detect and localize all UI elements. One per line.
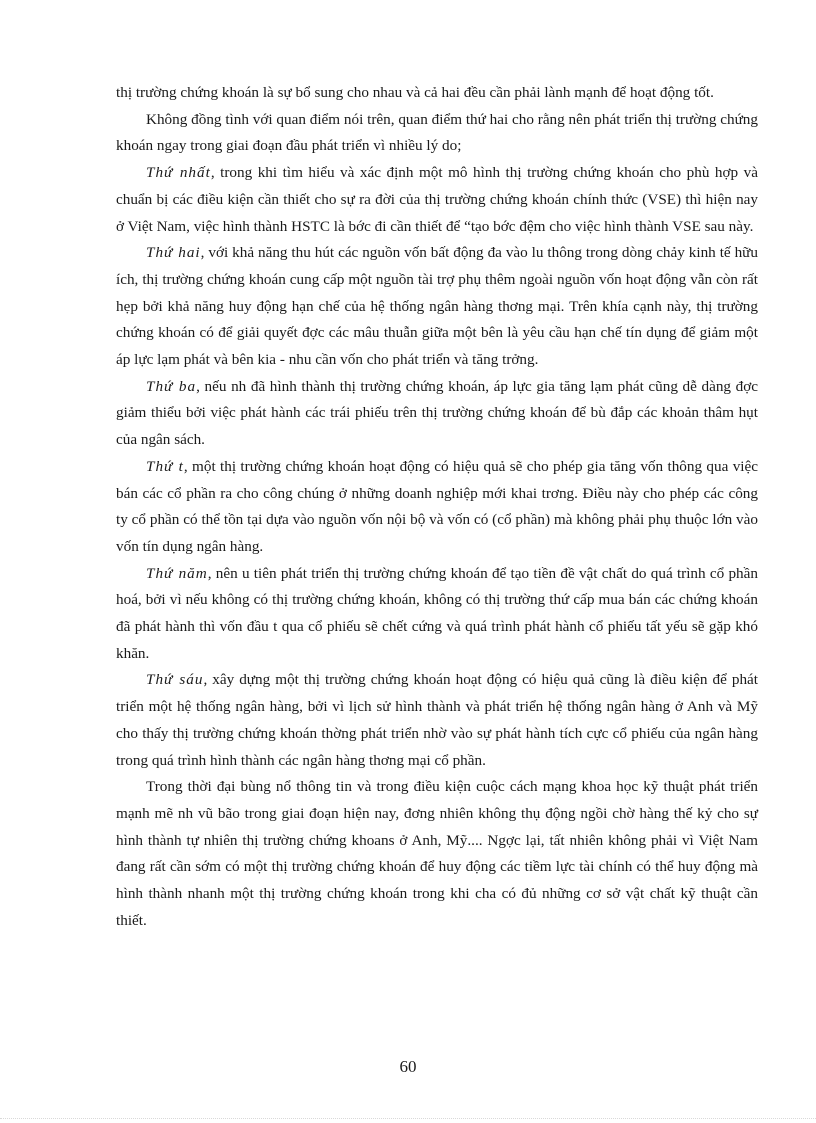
paragraph-continuation (116, 80, 758, 107)
paragraph-text: Trong thời đại bùng nổ thông tin và trong điều kiện cuộc cách mạng khoa học kỹ thuật phát triển mạnh mẽ nh vũ bão trong giai đoạn hiện nay, đơng nhiên không thụ động ngồi chờ hàng thế kỷ cho sự hình thành tự nhiên thị trường chứng khoans ở Anh, Mỹ.... Ngợc lại, tất nhiên không phải vì Việt Nam đang rất cần sớm có một thị trường chứng khoán để huy động các tiềm lực tài chính có thể huy động mà hình thành nhanh một thị trường chứng khoán trong khi cha có đủ những cơ sở vật chất kỹ thuật cần thiết. (116, 778, 758, 929)
paragraph-conclusion (116, 774, 758, 934)
paragraph-text: , trong khi tìm hiểu và xác định một mô hình thị trường chứng khoán cho phù hợp và chuẩn bị các điều kiện cần thiết cho sự ra đời của thị trường chứng khoán chính thức (VSE) thì hiện nay ở Việt Nam, việc hình thành HSTC là bớc đi cần thiết để “tạo bớc đệm cho việc hình thành VSE sau này. (116, 164, 758, 235)
paragraph-first-reason (116, 160, 758, 240)
paragraph-text: , một thị trường chứng khoán hoạt động có hiệu quả sẽ cho phép gia tăng vốn thông qua việc bán các cổ phần ra cho công chúng ở những doanh nghiệp mới khai trơng. Điều này cho phép các công ty cổ phần có thể tồn tại dựa vào nguồn vốn nội bộ và vốn có (cổ phần) mà không phải phụ thuộc lớn vào vốn tín dụng ngân hàng. (116, 457, 758, 555)
page-number: 60 (399, 1057, 417, 1076)
paragraph-text: , nếu nh đã hình thành thị trường chứng khoán, áp lực gia tăng lạm phát cũng dễ dàng đợc giảm thiểu bởi việc phát hành các trái phiếu trên thị trường chứng khoán để bù đắp các khoản thâm hụt của ngân sách. (116, 377, 758, 449)
paragraph-lead: Thứ t (146, 457, 184, 475)
paragraph-third-reason (116, 374, 758, 454)
document-body (116, 80, 758, 935)
paragraph-lead: Thứ năm (146, 564, 208, 582)
paragraph-sixth-reason (116, 667, 758, 774)
paragraph-second-view (116, 107, 758, 160)
paragraph-lead: Thứ ba (146, 377, 197, 395)
paragraph-second-reason (116, 240, 758, 374)
paragraph-text: , nên u tiên phát triển thị trường chứng khoán để tạo tiền đề vật chất do quá trình cổ phần hoá, bởi vì nếu không có thị trường chứng khoán, không có thị trường thứ cấp mua bán các chứng khoán đã phát hành thì vốn đầu t qua cổ phiếu sẽ chết cứng và quá trình phát hành cổ phiếu tất yếu sẽ gặp khó khăn. (116, 564, 758, 662)
paragraph-text: , với khả năng thu hút các nguồn vốn bất động đa vào lu thông trong dòng chảy kinh tế hữu ích, thị trường chứng khoán cung cấp một nguồn tài trợ phụ thêm ngoài nguồn vốn hoạt động vẫn còn rất hẹp bởi khả năng huy động hạn chế của hệ thống ngân hàng thơng mại. Trên khía cạnh này, thị trường chứng khoán có để giải quyết đợc các mâu thuẫn giữa một bên là yêu cầu hạn chế tín dụng để giảm một áp lực lạm phát và bên kia - nhu cần vốn cho phát triển và tăng trởng. (116, 244, 758, 369)
paragraph-text: Không đồng tình với quan điểm nói trên, quan điểm thứ hai cho rằng nên phát triển thị trường chứng khoán ngay trong giai đoạn đầu phát triển vì nhiều lý do; (116, 110, 758, 155)
paragraph-text: thị trường chứng khoán là sự bổ sung cho nhau và cả hai đều cần phải lành mạnh để hoạt động tốt. (116, 84, 714, 101)
paragraph-lead: Thứ hai (146, 244, 201, 262)
paragraph-lead: Thứ sáu (146, 671, 204, 689)
paragraph-lead: Thứ nhất (146, 164, 211, 182)
paragraph-fifth-reason (116, 561, 758, 668)
paragraph-fourth-reason (116, 454, 758, 561)
page-bottom-divider (0, 1118, 816, 1119)
paragraph-text: , xây dựng một thị trường chứng khoán hoạt động có hiệu quả cũng là điều kiện để phát triển một hệ thống ngân hàng, bởi vì lịch sử hình thành và phát triển hệ thống ngân hàng ở Anh và Mỹ cho thấy thị trường chứng khoán thờng phát triển nhờ vào sự phát hành tích cực cổ phiếu của ngân hàng trong quá trình hình thành các ngân hàng thơng mại cổ phần. (116, 671, 758, 769)
